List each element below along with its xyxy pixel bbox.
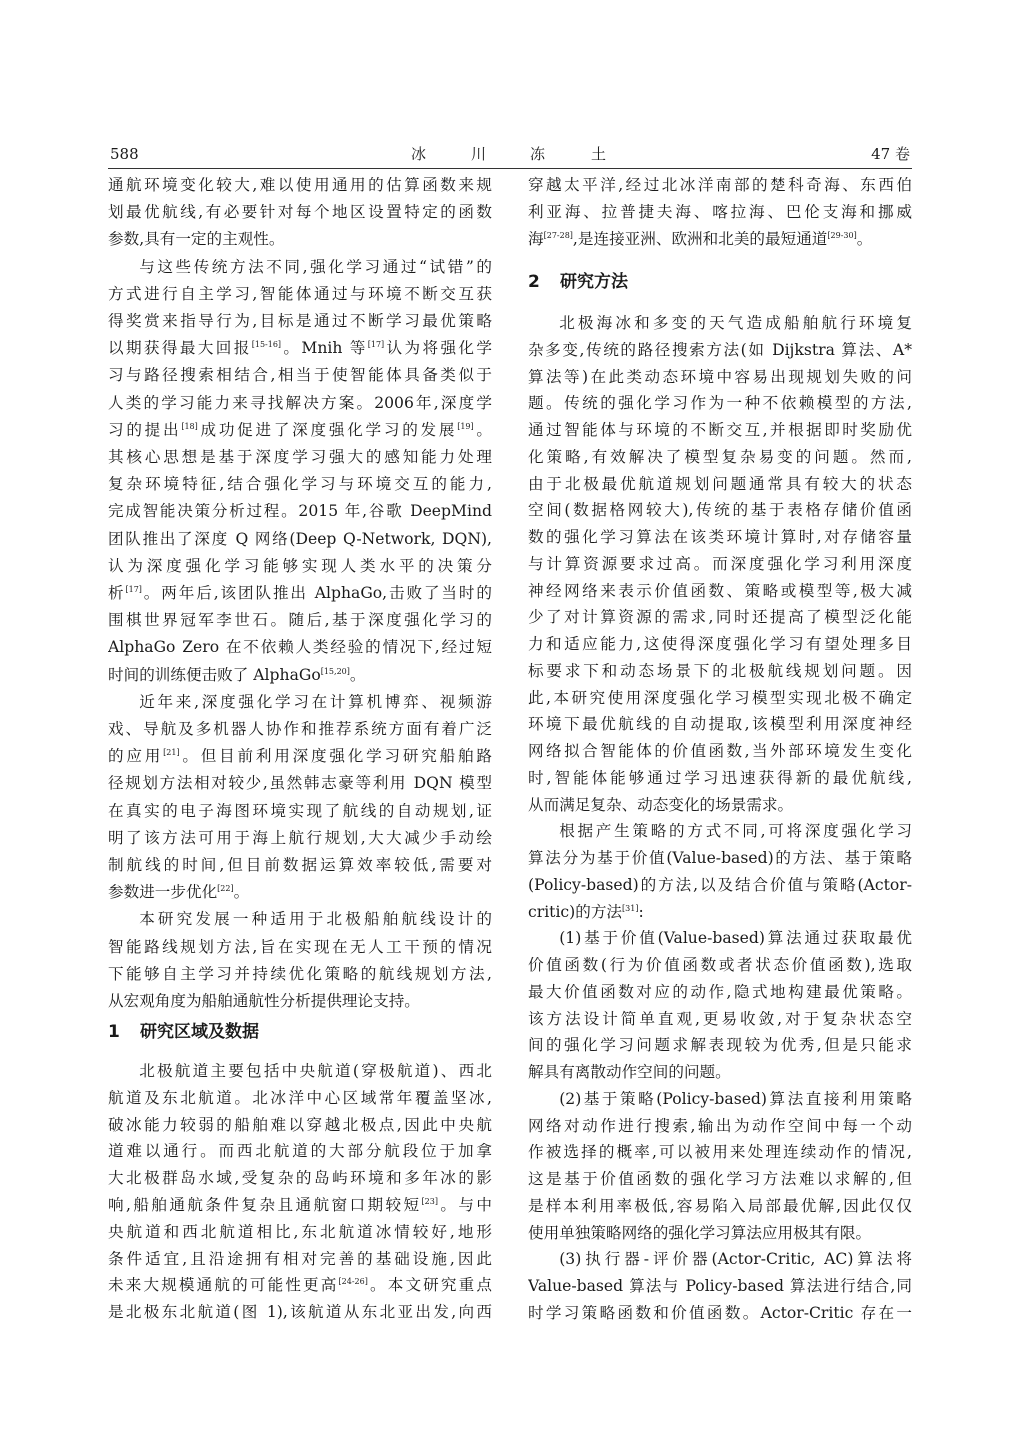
text-segment: 作被选择的概率,可以被用来处理连续动作的情况, (528, 1143, 912, 1162)
text-segment: 。本文研究重点 (367, 1276, 492, 1295)
paragraph (528, 172, 912, 254)
text-line (108, 444, 492, 471)
text-line (108, 199, 492, 226)
text-line (108, 362, 492, 389)
text-segment: ,是连接亚洲、欧洲和北美的最短通道 (572, 230, 828, 249)
text-line (108, 390, 492, 417)
text-segment: 力和适应能力,这使得深度强化学习有望处理多目 (528, 635, 912, 653)
citation-superscript: [27-28] (543, 231, 573, 241)
text-line (108, 634, 492, 661)
text-line (108, 1085, 492, 1112)
text-line (528, 818, 912, 845)
text-line (528, 1193, 912, 1220)
text-line (108, 770, 492, 797)
paragraph (108, 1058, 492, 1326)
text-line (108, 743, 492, 770)
text-line (528, 364, 912, 391)
text-segment: 明了该方法可用于海上航行规划,大大减少手动绘 (108, 828, 492, 847)
text-segment: 北极航道主要包括中央航道(穿极航道)、西北 (139, 1062, 492, 1080)
text-segment: 北极海冰和多变的天气造成船舶航行环境复 (559, 314, 912, 332)
page-number: 588 (110, 145, 139, 163)
text-segment: 使用单独策略网络的强化学习算法应用极其有限。 (528, 1223, 872, 1242)
text-segment: 时间的训练便击败了 AlphaGo (108, 665, 321, 684)
citation-superscript: [24-26] (338, 1277, 368, 1287)
text-segment: 智能路线规划方法,旨在实现在无人工干预的情况 (108, 937, 492, 956)
text-segment: 算法分为基于价值(Value-based)的方法、基于策略 (528, 849, 912, 867)
citation-superscript: [23] (421, 1196, 438, 1206)
text-segment: 算法等)在此类动态环境中容易出现规划失败的问 (528, 367, 912, 386)
text-segment: 参数,具有一定的主观性。 (108, 230, 285, 249)
text-segment: 利亚海、拉普捷夫海、喀拉海、巴伦支海和挪威 (528, 203, 912, 222)
text-segment: 参数进一步优化 (108, 883, 218, 902)
text-segment: 间的强化学习问题求解表现较为优秀,但是只能求 (528, 1036, 912, 1055)
text-line (528, 845, 912, 872)
text-line (108, 172, 492, 199)
text-line (108, 798, 492, 825)
text-line (528, 1006, 912, 1033)
citation-superscript: [19] (457, 421, 474, 431)
text-segment: 该方法设计简单直观,更易收敛,对于复杂状态空 (528, 1009, 912, 1028)
text-line (108, 553, 492, 580)
text-line (108, 308, 492, 335)
text-segment: 破冰能力较弱的船舶难以穿越北极点,因此中央航 (108, 1115, 492, 1134)
text-line (528, 952, 912, 979)
text-segment: 。 (349, 665, 366, 684)
text-line (108, 226, 492, 253)
text-segment: 道难以通行。而西北航道的大部分航段位于加拿 (108, 1142, 492, 1161)
text-segment: 题。传统的强化学习作为一种不依赖模型的方法, (528, 394, 912, 413)
text-segment: 在真实的电子海图环境实现了航线的自动规划,证 (108, 801, 492, 820)
right-text-block-2 (528, 310, 912, 1327)
text-line (108, 417, 492, 444)
text-segment: 与这些传统方法不同,强化学习通过“试错”的 (139, 257, 492, 276)
citation-superscript: [22] (217, 884, 234, 894)
text-segment: 海 (528, 230, 544, 249)
paragraph (108, 254, 492, 689)
text-line (528, 337, 912, 364)
text-segment: 央航道和西北航道相比,东北航道冰情较好,地形 (108, 1222, 492, 1241)
text-line (528, 578, 912, 605)
text-segment: : (638, 902, 644, 921)
text-segment: 方式进行自主学习,智能体通过与环境不断交互获 (108, 284, 492, 303)
text-segment: 团队推出了深度 Q 网络(Deep Q-Network, DQN), (108, 529, 492, 548)
text-segment: 条件适宜,且沿途拥有相对完善的基础设施,因此 (108, 1249, 492, 1268)
text-line (528, 604, 912, 631)
text-line (108, 471, 492, 498)
section-number: 2 (528, 272, 540, 292)
text-line (108, 1299, 492, 1326)
text-segment: 环境下最优航线的自动提取,该模型利用深度神经 (528, 715, 912, 734)
text-segment: 得奖赏来指导行为,目标是通过不断学习最优策略 (108, 312, 492, 331)
text-segment: 习与路径搜索相结合,相当于使智能体具备类似于 (108, 366, 492, 385)
paragraph (528, 818, 912, 925)
text-line (528, 631, 912, 658)
paragraph (528, 310, 912, 818)
text-line (528, 390, 912, 417)
citation-superscript: [17] (125, 585, 142, 595)
text-line (528, 899, 912, 926)
section-title: 研究区域及数据 (140, 1022, 259, 1042)
text-line (528, 1059, 912, 1086)
text-segment: 网络拟合智能体的价值函数,当外部环境发生变化 (528, 742, 912, 760)
section-heading-1 (108, 1018, 259, 1046)
text-line (108, 852, 492, 879)
text-line (528, 497, 912, 524)
text-segment: 这是基于价值函数的强化学习方法难以求解的,但 (528, 1170, 912, 1188)
journal-title-char: 川 (471, 145, 487, 163)
text-segment: 解具有离散动作空间的问题。 (528, 1063, 731, 1081)
text-segment: 复杂环境特征,结合强化学习与环境交互的能力, (108, 475, 492, 494)
text-line (528, 551, 912, 578)
text-segment: 认为深度强化学习能够实现人类水平的决策分 (108, 556, 492, 575)
text-line (108, 825, 492, 852)
text-line (528, 417, 912, 444)
text-line (108, 716, 492, 743)
text-segment: 以期获得最大回报 (108, 339, 252, 358)
text-segment: 此,本研究使用深度强化学习模型实现北极不确定 (528, 688, 912, 707)
text-segment: 从而满足复杂、动态变化的场景需求。 (528, 795, 794, 814)
text-segment: 划最优航线,有必要针对每个地区设置特定的函数 (108, 203, 492, 222)
paragraph (528, 925, 912, 1086)
text-line (528, 979, 912, 1006)
right-text-block-1 (528, 172, 912, 254)
text-line (528, 925, 912, 952)
text-segment: 标要求下和动态场景下的北极航线规划问题。因 (528, 661, 912, 680)
text-line (108, 961, 492, 988)
text-line (108, 1058, 492, 1085)
text-segment: 。Mnih 等 (281, 339, 368, 358)
text-line (528, 872, 912, 899)
text-segment: 由于北极最优航道规划问题通常具有较大的状态 (528, 474, 912, 493)
volume-label: 47 卷 (871, 145, 910, 163)
text-segment: 大北极群岛水域,受复杂的岛屿环境和多年冰的影 (108, 1169, 492, 1188)
section-heading-2 (528, 268, 628, 296)
left-text-block-2 (108, 1058, 492, 1326)
text-segment: 通航环境变化较大,难以使用通用的估算函数来规 (108, 176, 492, 194)
text-segment: 本研究发展一种适用于北极船舶航线设计的 (139, 910, 492, 929)
text-segment: 成功促进了深度强化学习的发展 (197, 420, 458, 439)
text-segment: 人类的学习能力来寻找解决方案。2006年,深度学 (108, 393, 492, 412)
text-segment: 的应用 (108, 747, 164, 766)
text-segment: (3)执行器-评价器(Actor-Critic, AC)算法将 (559, 1250, 912, 1269)
text-segment: 。与中 (437, 1195, 492, 1214)
text-segment: 。两年后,该团队推出 AlphaGo,击败了当时的 (141, 584, 492, 603)
text-line (108, 526, 492, 553)
text-segment: 其核心思想是基于深度学习强大的感知能力处理 (108, 448, 492, 467)
section-number: 1 (108, 1022, 120, 1042)
text-segment: 航道及东北航道。北冰洋中心区域常年覆盖坚冰, (108, 1088, 492, 1107)
text-line (108, 1219, 492, 1246)
paragraph (528, 1246, 912, 1326)
text-line (528, 1166, 912, 1193)
text-line (108, 580, 492, 607)
text-segment: 网络对动作进行搜索,输出为动作空间中每一个动 (528, 1116, 912, 1135)
text-line (108, 1192, 492, 1219)
text-segment: 响,船舶通航条件复杂且通航窗口期较短 (108, 1195, 422, 1214)
text-segment: 通过智能体与环境的不断交互,并根据即时奖励优 (528, 421, 912, 439)
text-segment: 数的强化学习算法在该类环境计算时,对存储容量 (528, 528, 912, 546)
text-line (108, 607, 492, 634)
text-segment: 最大价值函数对应的动作,隐式地构建最优策略。 (528, 982, 912, 1001)
text-segment: AlphaGo Zero 在不依赖人类经验的情况下,经过短 (108, 638, 492, 657)
text-segment: 围棋世界冠军李世石。随后,基于深度强化学习的 (108, 611, 492, 630)
text-segment: 。但目前利用深度强化学习研究船舶路 (179, 747, 492, 766)
text-segment: 下能够自主学习并持续优化策略的航线规划方法, (108, 964, 492, 983)
text-line (528, 711, 912, 738)
text-segment: 价值函数(行为价值函数或者状态价值函数),选取 (528, 956, 912, 974)
text-line (528, 1220, 912, 1247)
citation-superscript: [15-16] (251, 340, 282, 350)
text-line (528, 658, 912, 685)
text-line (528, 310, 912, 337)
text-line (528, 685, 912, 712)
text-segment: 析 (108, 584, 126, 603)
paragraph (108, 906, 492, 1015)
text-segment: 是北极东北航道(图 1),该航道从东北亚出发,向西 (108, 1303, 492, 1322)
text-line (108, 662, 492, 689)
text-line (528, 1032, 912, 1059)
text-segment: 时,智能体能够通过学习迅速获得新的最优航线, (528, 768, 912, 787)
text-segment: 制航线的时间,但目前数据运算效率较低,需要对 (108, 856, 492, 875)
text-line (108, 934, 492, 961)
text-segment: 。 (473, 420, 492, 439)
text-segment: 从宏观角度为船舶通航性分析提供理论支持。 (108, 992, 420, 1011)
text-line (108, 1272, 492, 1299)
text-segment: 近年来,深度强化学习在计算机博弈、视频游 (139, 692, 492, 711)
text-line (528, 524, 912, 551)
text-segment: 少了对计算资源的需求,同时还提高了模型泛化能 (528, 608, 912, 627)
text-line (528, 172, 912, 199)
text-segment: 空间(数据格网较大),传统的基于表格存储价值函 (528, 501, 912, 520)
text-line (108, 1165, 492, 1192)
text-line (528, 1246, 912, 1273)
citation-superscript: [18] (181, 421, 198, 431)
citation-superscript: [21] (163, 748, 180, 758)
text-line (528, 199, 912, 226)
text-line (528, 1139, 912, 1166)
text-segment: critic)的方法 (528, 902, 623, 921)
citation-superscript: [29-30] (827, 231, 857, 241)
text-segment: 完成智能决策分析过程。2015 年,谷歌 DeepMind (108, 502, 492, 521)
text-segment: 化策略,有效解决了模型复杂易变的问题。然而, (528, 447, 912, 466)
text-line (108, 689, 492, 716)
text-segment: 是样本利用率极低,容易陷入局部最优解,因此仅仅 (528, 1196, 912, 1215)
paragraph (108, 689, 492, 907)
text-line (108, 498, 492, 525)
text-line (108, 1246, 492, 1273)
text-segment: (Policy-based)的方法,以及结合价值与策略(Actor- (528, 875, 912, 894)
header-rule (108, 168, 912, 169)
text-line (108, 1112, 492, 1139)
text-line (528, 792, 912, 819)
text-line (528, 226, 912, 253)
text-line (528, 1086, 912, 1113)
text-line (108, 254, 492, 281)
paragraph (108, 172, 492, 254)
text-segment: 。 (233, 883, 250, 902)
text-line (528, 1300, 912, 1327)
text-line (108, 988, 492, 1015)
text-line (528, 471, 912, 498)
text-line (108, 281, 492, 308)
text-segment: 未来大规模通航的可能性更高 (108, 1276, 339, 1295)
text-line (528, 1273, 912, 1300)
text-segment: (2)基于策略(Policy-based)算法直接利用策略 (559, 1089, 912, 1108)
text-segment: 习的提出 (108, 420, 182, 439)
text-segment: 与计算资源要求过高。而深度强化学习利用深度 (528, 554, 912, 573)
text-segment: 根据产生策略的方式不同,可将深度强化学习 (559, 822, 912, 841)
text-line (108, 1138, 492, 1165)
text-segment: 神经网络来表示价值函数、策略或模型等,极大减 (528, 581, 912, 600)
journal-title-char: 冻 (530, 145, 546, 163)
text-segment: 穿越太平洋,经过北冰洋南部的楚科奇海、东西伯 (528, 176, 912, 194)
journal-title-char: 冰 (411, 145, 427, 163)
text-line (528, 738, 912, 765)
section-title: 研究方法 (560, 272, 628, 292)
text-segment: 认为将强化学 (384, 339, 492, 358)
citation-superscript: [31] (622, 903, 639, 913)
text-line (108, 879, 492, 906)
text-segment: 径规划方法相对较少,虽然韩志豪等利用 DQN 模型 (108, 774, 492, 793)
text-line (528, 1113, 912, 1140)
text-segment: 。 (856, 230, 873, 249)
paragraph (528, 1086, 912, 1247)
text-segment: 杂多变,传统的路径搜索方法(如 Dijkstra 算法、A* (528, 340, 912, 359)
text-segment: Value-based 算法与 Policy-based 算法进行结合,同 (528, 1277, 912, 1295)
text-segment: 时学习策略函数和价值函数。Actor-Critic 存在一 (528, 1303, 912, 1322)
text-line (528, 444, 912, 471)
journal-title-char: 土 (591, 145, 607, 163)
left-text-block-1 (108, 172, 492, 1015)
text-line (108, 335, 492, 362)
text-segment: 戏、导航及多机器人协作和推荐系统方面有着广泛 (108, 720, 492, 739)
citation-superscript: [15,20] (320, 666, 350, 676)
text-line (108, 906, 492, 933)
text-line (528, 765, 912, 792)
citation-superscript: [17] (367, 340, 385, 350)
text-segment: (1)基于价值(Value-based)算法通过获取最优 (559, 929, 912, 948)
